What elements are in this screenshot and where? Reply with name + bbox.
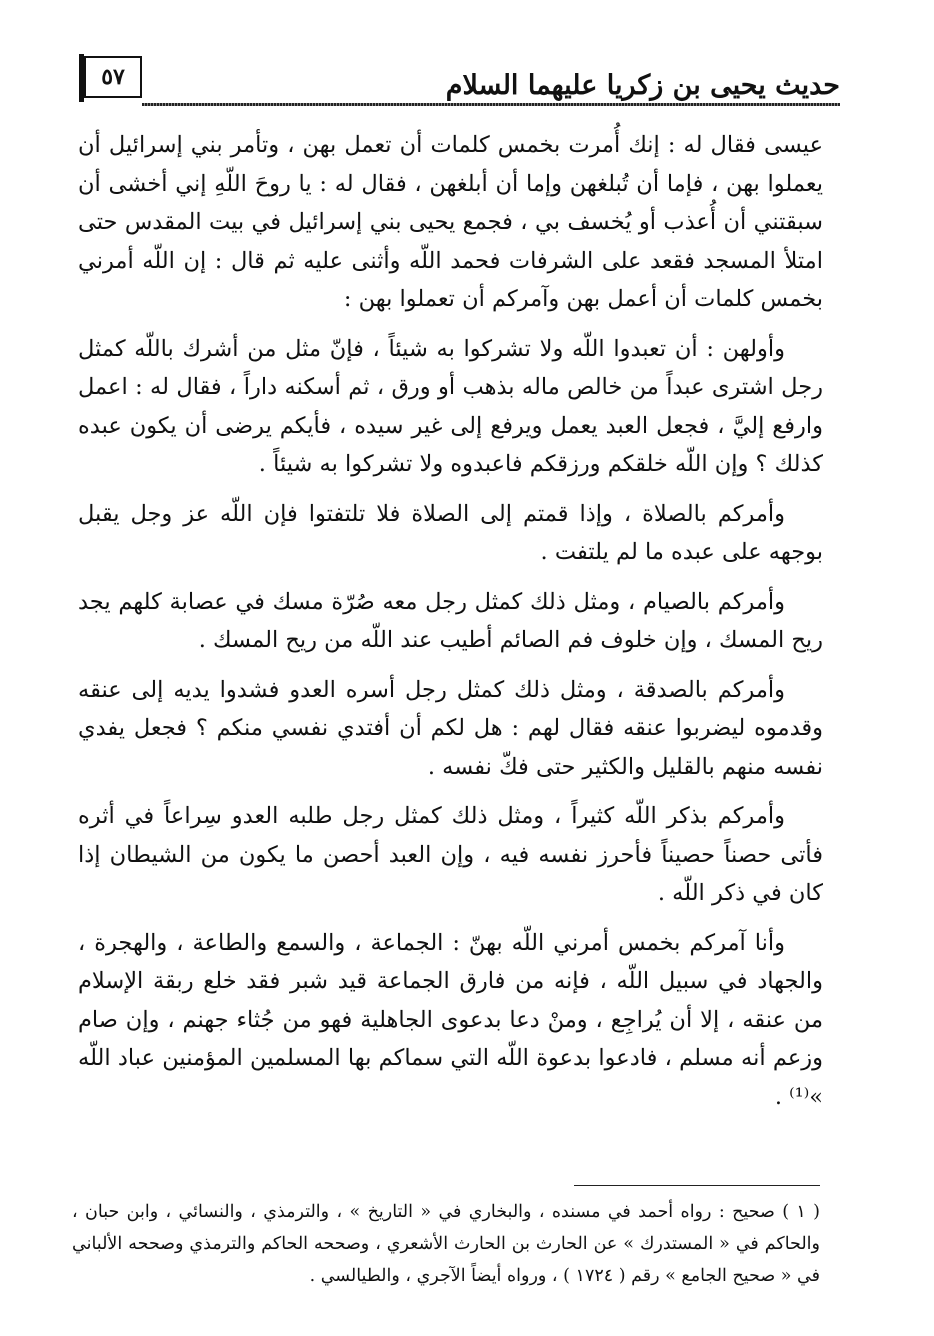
page-header xyxy=(84,50,840,106)
running-title: حديث يحيى بن زكريا عليهما السلام xyxy=(445,70,840,101)
footnote: ( ١ ) صحيح : رواه أحمد في مسنده ، والبخاري في « التاريخ » ، والترمذي ، والنسائي ، وابن حبان ، والحاكم في « المستدرك » عن الحارث بن الحارث الأشعري ، وصححه الحاكم والترمذي وصححه الألباني في « صحيح الجامع » رقم ( ١٧٢٤ ) ، ورواه أيضاً الآجري ، والطيالسي . xyxy=(72,1202,821,1286)
footnote-rule xyxy=(574,1185,820,1186)
paragraph-7: وأنا آمركم بخمس أمرني اللّه بهنّ : الجماعة ، والسمع والطاعة ، والهجرة ، والجهاد في سبيل اللّه ، فإنه من فارق الجماعة قيد شبر فقد خلع ربقة الإسلام من عنقه ، إلا أن يُراجِع ، ومنْ دعا بدعوى الجاهلية فهو من جُثاء جهنم ، وإن صام وزعم أنه مسلم ، فادعوا بدعوة اللّه التي سماكم بها المسلمين المؤمنين عباد اللّه »⁽¹⁾ . xyxy=(78,929,823,1110)
paragraph-4: وأمركم بالصيام ، ومثل ذلك كمثل رجل معه صُرّة مسك في عصابة كلهم يجد ريح المسك ، وإن خلوف فم الصائم أطيب عند اللّه من ريح المسك . xyxy=(78,588,823,653)
body-text xyxy=(78,126,823,1127)
paragraph-3: وأمركم بالصلاة ، وإذا قمتم إلى الصلاة فلا تلتفتوا فإن اللّه عز وجل يقبل بوجهه على عبده ما لم يلتفت . xyxy=(78,500,823,565)
paragraph-1: عيسى فقال له : إنك أُمرت بخمس كلمات أن تعمل بهن ، وتأمر بني إسرائيل أن يعملوا بهن ، فإما أن تُبلغهن وإما أن أبلغهن ، فقال له : يا روحَ اللّهِ إني أخشى أن سبقتني أن أُعذب أو يُخسف بي ، فجمع يحيى بني إسرائيل في بيت المقدس حتى امتلأ المسجد فقعد على الشرفات فحمد اللّه وأثنى عليه ثم قال : إن اللّه أمرني بخمس كلمات أن أعمل بهن وآمركم أن تعملوا بهن : xyxy=(78,132,823,312)
paragraph-2: وأولهن : أن تعبدوا اللّه ولا تشركوا به شيئاً ، فإنّ مثل من أشرك باللّه كمثل رجل اشترى عبداً من خالص ماله بذهب أو ورق ، ثم أسكنه داراً ، فقال له : اعمل وارفع إليَّ ، فجعل العبد يعمل ويرفع إلى غير سيده ، فأيكم يرضى أن يكون عبده كذلك ؟ وإن اللّه خلقكم ورزقكم فاعبدوه ولا تشركوا به شيئاً . xyxy=(78,335,823,477)
paragraph-5: وأمركم بالصدقة ، ومثل ذلك كمثل رجل أسره العدو فشدوا يديه إلى عنقه وقدموه ليضربوا عنقه فقال لهم : هل لكم أن أفتدي نفسي منكم ؟ فجعل يفدي نفسه منهم بالقليل والكثير حتى فكّ نفسه . xyxy=(78,676,823,780)
header-rule xyxy=(142,103,840,106)
page-number: ٥٧ xyxy=(84,56,142,98)
paragraph-6: وأمركم بذكر اللّه كثيراً ، ومثل ذلك كمثل رجل طلبه العدو سِراعاً في أثره فأتى حصناً حصيناً فأحرز نفسه فيه ، وإن العبد أحصن ما يكون من الشيطان إذا كان في ذكر اللّه . xyxy=(78,803,823,906)
